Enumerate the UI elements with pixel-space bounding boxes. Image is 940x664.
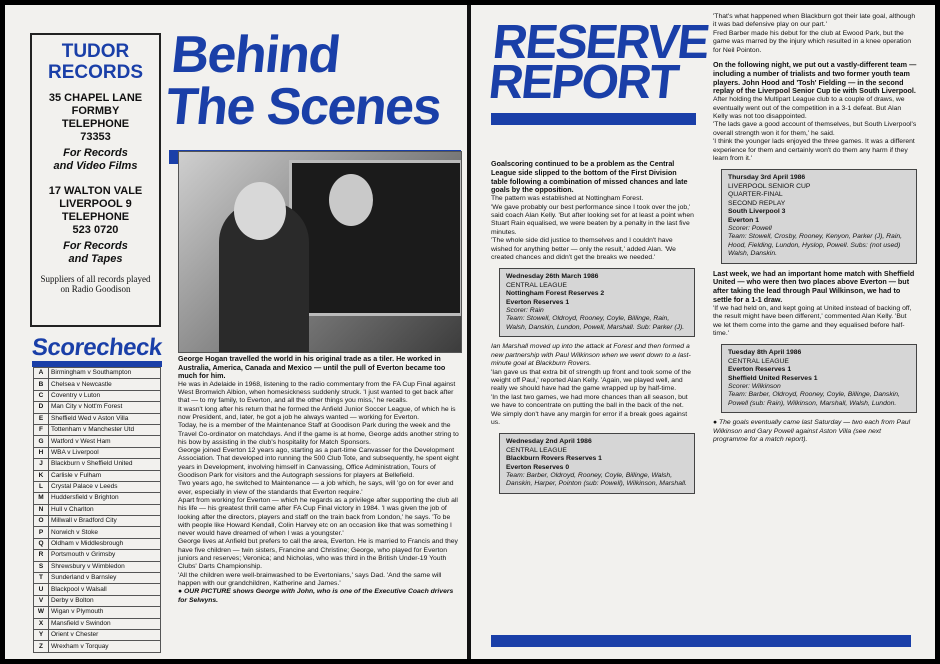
shop1-address: 35 CHAPEL LANE — [48, 92, 143, 104]
scorecheck-fixture: Carlisle v Fulham — [49, 470, 161, 481]
scorecheck-fixture: Blackpool v Walsall — [49, 584, 161, 595]
scorecheck-row — [34, 368, 161, 379]
scorecheck-row — [34, 493, 161, 504]
scorecheck-row — [34, 584, 161, 595]
photo-caption: ● OUR PICTURE shows George with John, who is one of the Executive Coach drivers for Selwyns. — [178, 588, 454, 604]
scorecheck-letter: W — [34, 607, 49, 618]
result-box-south-liverpool: Thursday 3rd April 1986 LIVERPOOL SENIOR CUP QUARTER-FINAL SECOND REPLAY South Liverpool 3 Everton 1 Scorer: Powell Team: Stowell, Crosby, Rooney, Kenyon, Parker (J), Rain, Hood, Fielding, Lundon, Hyslop, Powell. Subs: (not used) Walsh, Danskin. — [721, 169, 917, 263]
shop1-town: FORMBY — [71, 105, 120, 117]
scorecheck-row — [34, 618, 161, 629]
photo-head-driver — [329, 174, 373, 226]
scorecheck-fixture: Man City v Nott'm Forest — [49, 402, 161, 413]
tudor-records-advert — [30, 33, 161, 327]
report-paragraph: 'We gave probably our best performance since I took over the job,' said coach Alan Kelly. 'But after looking set for at least a point when Stuart Rain equalised, we were beaten by a penalty in the last five minutes. — [491, 203, 694, 236]
scorecheck-fixture: Hull v Charlton — [49, 504, 161, 515]
scorecheck-letter: F — [34, 424, 49, 435]
article-paragraph: He was in Adelaide in 1968, listening to the radio commentary from the FA Cup Final against West Bromwich Albion, when homesickness suddenly struck. 'I just wanted to get back after that — to my family, to Everton, and all the other things you miss,' he recalls. — [178, 380, 456, 405]
scorecheck-row — [34, 573, 161, 584]
photo-george-hogan — [178, 151, 462, 353]
result-box-forest: Wednesday 26th March 1986 CENTRAL LEAGUE Nottingham Forest Reserves 2 Everton Reserves 1 Scorer: Rain Team: Stowell, Oldroyd, Rooney, Coyle, Billinge, Rain, Walsh, Danskin, Lundon, Powell, Marshall. Sub: Parker (J). — [499, 268, 695, 337]
behind-the-scenes-headline: Behind The Scenes — [163, 26, 444, 136]
report-paragraph: The pattern was established at Nottingham Forest. — [491, 195, 644, 203]
scorecheck-row — [34, 436, 161, 447]
shop2-town: LIVERPOOL 9 — [59, 198, 132, 210]
scorecheck-row — [34, 379, 161, 390]
article-paragraph: George joined Everton 12 years ago, starting as a part-time Canvasser for the Development Association. That developed into running the 500 Club Tote, and subsequently, he spent eight years in Development, involving himself in Canvassing, Office Administration, Tours of Goodison Park for visitors and the Autograph sessions for players at Bellefield. — [178, 447, 459, 480]
report-column-1 — [491, 160, 695, 500]
headline-rule-right — [491, 113, 696, 125]
scorecheck-letter: Y — [34, 629, 49, 640]
report-paragraph: 'If we had held on, and kept going at United instead of backing off, the result might have been different,' commented Alan Kelly. 'But we let them come into the game and they equalised before half-time.' — [713, 304, 912, 337]
scorecheck-title: Scorecheck — [30, 334, 164, 361]
scorecheck-letter: L — [34, 481, 49, 492]
scorecheck-letter: K — [34, 470, 49, 481]
article-body — [178, 381, 460, 588]
scorecheck-row — [34, 629, 161, 640]
scorecheck-letter: C — [34, 390, 49, 401]
result-box-sheffield: Tuesday 8th April 1986 CENTRAL LEAGUE Everton Reserves 1 Sheffield United Reserves 1 Scorer: Wilkinson Team: Barber, Oldroyd, Rooney, Coyle, Billinge, Danskin, Powell (sub: Rain), Wilkinson, Marshall, Walsh, Lundon. — [721, 344, 917, 413]
article-paragraph: Two years ago, he switched to Maintenance — a job which, he says, will 'go on for ever and ever, especially in view of the standards that Everton require.' — [178, 480, 454, 496]
shop2-tagline: For Records and Tapes — [63, 240, 128, 265]
left-page — [5, 5, 467, 659]
scorecheck-letter: P — [34, 527, 49, 538]
article-paragraph: Apart from working for Everton — which he regards as a privilege after supporting the club all his life — his greatest thrill came after FA Cup Final victory in 1984. 'I was given the job of looking after the directors, players and staff on the train back from London,' he says. 'To be with people like Howard Kendall, Colin Harvey etc on an occasion like that was something I never would have dreamed of when I was a youngster.' — [178, 496, 458, 538]
scorecheck-fixture: Orient v Chester — [49, 629, 161, 640]
scorecheck-fixture: Chelsea v Newcastle — [49, 379, 161, 390]
article-paragraph: It wasn't long after his return that he formed the Anfield Junior Soccer League, of which he is now President, and, later, he got a job he always wanted — working for Everton. — [178, 405, 456, 421]
report-paragraph: After holding the Multipart League club to a couple of draws, we eventually went out of the competition in a 3-1 defeat. But Alan Kelly was not too disappointed. — [713, 96, 905, 121]
scorecheck-letter: D — [34, 402, 49, 413]
shop2-address: 17 WALTON VALE — [48, 185, 143, 197]
report-paragraph: Fred Barber made his debut for the club at Ewood Park, but the game was marred by the injury which resulted in a knee operation for Neil Pointon. — [713, 29, 911, 54]
scorecheck-letter: R — [34, 550, 49, 561]
scorecheck-row — [34, 447, 161, 458]
scorecheck-row — [34, 527, 161, 538]
shop2-phone: 523 0720 — [72, 224, 119, 236]
article-lead: George Hogan travelled the world in his original trade as a tiler. He worked in Australia, America, Canada and Mexico — until the pull of Everton became too much for him. — [178, 354, 446, 381]
scorecheck-fixture: Sunderland v Barnsley — [49, 573, 161, 584]
scorecheck-fixture: Sheffield Wed v Aston Villa — [49, 413, 161, 424]
footer-rule-right — [491, 635, 911, 647]
scorecheck-row — [34, 550, 161, 561]
report-paragraph: 'That's what happened when Blackburn got their late goal, although it was bad defensive play on our part.' — [713, 13, 916, 29]
scorecheck-fixture: Watford v West Ham — [49, 436, 161, 447]
sheffield-bold: Last week, we had an important home match with Sheffield United — who were then two places above Everton — but after taking the lead through Paul Wilkinson, we had to settle for a 1-1 draw. — [713, 268, 915, 304]
shop2-phone-label: TELEPHONE — [61, 211, 130, 223]
scorecheck-letter: X — [34, 618, 49, 629]
scorecheck-row — [34, 538, 161, 549]
scorecheck-row — [34, 413, 161, 424]
scorecheck-letter: V — [34, 595, 49, 606]
scorecheck-fixture: Millwall v Bradford City — [49, 516, 161, 527]
scorecheck-fixture: Tottenham v Manchester Utd — [49, 424, 161, 435]
report-column-2 — [713, 13, 917, 444]
programme-spread — [5, 5, 935, 659]
result-box-blackburn: Wednesday 2nd April 1986 CENTRAL LEAGUE Blackburn Rovers Reserves 1 Everton Reserves 0 Team: Barber, Oldroyd, Rooney, Coyle, Billinge, Walsh, Danskin, Harper, Pointon (sub: Powell), Wilkinson, Marshall. — [499, 433, 695, 493]
south-liverpool-bold: On the following night, we put out a vastly-different team — including a number of trialists and two former youth team players. John Hood and 'Tosh' Fielding — in the second replay of the Liverpool Senior Cup tie with South Liverpool. — [713, 60, 917, 96]
right-page — [471, 5, 935, 659]
scorecheck-row — [34, 459, 161, 470]
article-paragraph: 'All the children were well-brainwashed to be Evertonians,' says Dad. 'And the same will happen with our grandchildren, Katherine and James.' — [178, 571, 442, 587]
george-hogan-article — [178, 355, 460, 605]
scorecheck-letter: M — [34, 493, 49, 504]
scorecheck-fixture: Huddersfield v Brighton — [49, 493, 161, 504]
scorecheck-letter: B — [34, 379, 49, 390]
photo-head-george — [234, 182, 286, 240]
scorecheck-fixture: WBA v Liverpool — [49, 447, 161, 458]
scorecheck-letter: U — [34, 584, 49, 595]
scorecheck-letter: Z — [34, 641, 49, 652]
scorecheck-letter: Q — [34, 538, 49, 549]
scorecheck-letter: J — [34, 459, 49, 470]
scorecheck-table — [33, 367, 161, 653]
report-paragraph: 'Ian gave us that extra bit of strength up front and took some of the weight off Paul,' reported Alan Kelly. 'Again, we played well, and really we should have had the game wrapped up by half-time. — [491, 368, 692, 393]
advert-footer: Suppliers of all records played on Radio Goodison — [40, 274, 151, 294]
scorecheck-fixture: Coventry v Luton — [49, 390, 161, 401]
scorecheck-letter: H — [34, 447, 49, 458]
scorecheck-fixture: Oldham v Middlesbrough — [49, 538, 161, 549]
scorecheck-fixture: Portsmouth v Grimsby — [49, 550, 161, 561]
scorecheck-row — [34, 402, 161, 413]
shop1-tagline: For Records and Video Films — [53, 147, 138, 172]
scorecheck-row — [34, 595, 161, 606]
scorecheck-row — [34, 504, 161, 515]
scorecheck-letter: E — [34, 413, 49, 424]
scorecheck-letter: T — [34, 573, 49, 584]
shop1-phone-label: TELEPHONE — [61, 118, 130, 130]
scorecheck-row — [34, 424, 161, 435]
marshall-italic-paragraph: Ian Marshall moved up into the attack at Forest and then formed a new partnership with Paul Wilkinson when we went down to a last-minute goal at Blackburn Rovers. — [491, 343, 691, 368]
scorecheck-row — [34, 561, 161, 572]
scorecheck-fixture: Crystal Palace v Leeds — [49, 481, 161, 492]
scorecheck-row — [34, 516, 161, 527]
article-paragraph: Today, he is a member of the Maintenance Staff at Goodison Park during the week and the Travel Co-ordinator on matchdays. And if the game is at home, George adds another string to his bow by assisting in the club's hospitality for Match Sponsors. — [178, 422, 459, 446]
scorecheck-fixture: Shrewsbury v Wimbledon — [49, 561, 161, 572]
scorecheck-row — [34, 481, 161, 492]
report-paragraph: 'In the last two games, we had more chances than all season, but we have to concentrate on putting the ball in the back of the net. We simply don't have any margin for error if a break goes against us. — [491, 393, 688, 426]
scorecheck-letter: O — [34, 516, 49, 527]
scorecheck-fixture: Norwich v Stoke — [49, 527, 161, 538]
shop1-phone: 73353 — [80, 131, 111, 143]
scorecheck-fixture: Wigan v Plymouth — [49, 607, 161, 618]
coach-window — [289, 160, 462, 316]
closing-note: ● The goals eventually came last Saturday — two each from Paul Wilkinson and Gary Powell against Aston Villa (see next programme for a match report). — [713, 419, 911, 443]
scorecheck-letter: A — [34, 368, 49, 379]
scorecheck-fixture: Mansfield v Swindon — [49, 618, 161, 629]
scorecheck-fixture: Wrexham v Torquay — [49, 641, 161, 652]
scorecheck-fixture: Blackburn v Sheffield United — [49, 459, 161, 470]
scorecheck-row — [34, 470, 161, 481]
scorecheck-fixture: Birmingham v Southampton — [49, 368, 161, 379]
report-paragraph: 'The whole side did justice to themselves and I couldn't have wished for anything better — only the result,' added Alan. 'We created chances and didn't get the breaks we needed.' — [491, 237, 676, 262]
scorecheck-letter: S — [34, 561, 49, 572]
advert-title: TUDOR RECORDS — [47, 41, 143, 83]
article-paragraph: George lives at Anfield but prefers to call the area, Everton. He is married to Francis and they have five children — twin sisters, Francine and Christine; George, who played for Everton juniors and reserves; Veronica; and Nicholas, who was third in the British Under-19 Youth Clubs' Darts Championship. — [178, 538, 458, 571]
report-intro: Goalscoring continued to be a problem as the Central League side slipped to the bottom of the First Division table following a combination of missed chances and late goals by the opposition. — [491, 159, 688, 195]
scorecheck-row — [34, 607, 161, 618]
scorecheck-fixture: Derby v Bolton — [49, 595, 161, 606]
report-paragraph: 'The lads gave a good account of themselves, but South Liverpool's overall strength won it for them,' he said. — [713, 121, 917, 137]
report-paragraph: 'I think the younger lads enjoyed the three games. It was a different experience for them and certainly won't do them any harm if they learn from it.' — [713, 138, 915, 163]
scorecheck-row — [34, 390, 161, 401]
scorecheck-letter: G — [34, 436, 49, 447]
reserve-report-headline: RESERVE REPORT — [486, 16, 711, 109]
scorecheck-row — [34, 641, 161, 652]
scorecheck-letter: N — [34, 504, 49, 515]
